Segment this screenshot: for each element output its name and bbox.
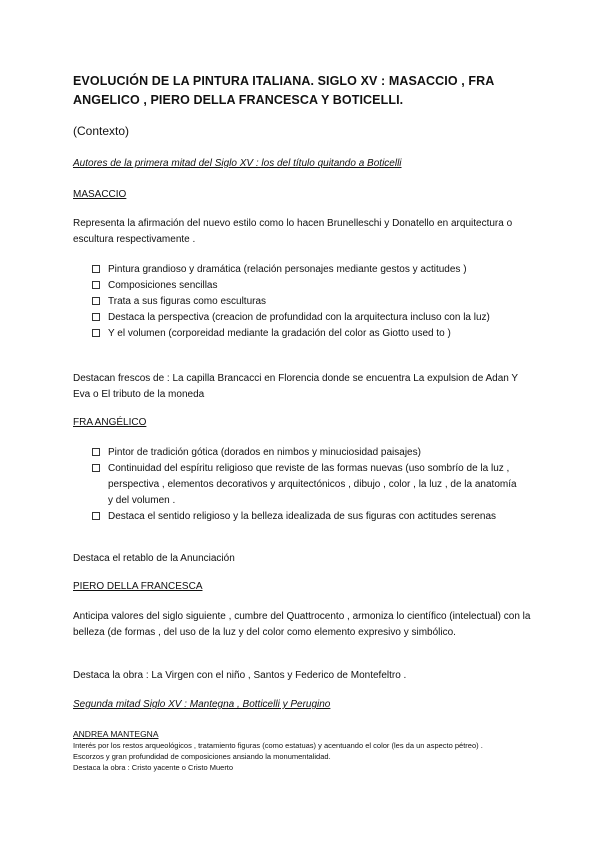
masaccio-intro: Representa la afirmación del nuevo estilo como lo hacen Brunelleschi y Donatello en arquitectura o escultura respectivamente . bbox=[73, 218, 513, 245]
list-item: Composiciones sencillas bbox=[92, 278, 524, 294]
list-item: Pintor de tradición gótica (dorados en nimbos y minuciosidad paisajes) bbox=[92, 445, 524, 461]
checkbox-icon bbox=[92, 281, 100, 289]
list-item: Pintura grandioso y dramática (relación personajes mediante gestos y actitudes ) bbox=[92, 262, 524, 278]
fra-angelico-works: Destaca el retablo de la Anunciación bbox=[73, 553, 235, 564]
masaccio-works: Destacan frescos de : La capilla Brancacci en Florencia donde se encuentra La expulsion de Adan Y Eva o El tributo de la moneda bbox=[73, 373, 518, 400]
masaccio-heading: MASACCIO bbox=[73, 189, 127, 200]
mantegna-line: Interés por los restos arqueológicos , tratamiento figuras (como estatuas) y acentuando el color (les da un aspecto pétreo) . Escorzos y gran profundidad de composiciones ansiando la monumentalidad. bbox=[73, 741, 483, 761]
fra-angelico-points bbox=[92, 445, 524, 525]
first-half-heading: Autores de la primera mitad del Siglo XV : los del título quitando a Boticelli bbox=[73, 158, 402, 169]
checkbox-icon bbox=[92, 297, 100, 305]
list-item: Continuidad del espíritu religioso que reviste de las formas nuevas (uso sombrío de la luz , perspectiva , elementos decorativos y arquitectónicos , dibujo , color , la luz , de la anatomía y del volumen . bbox=[92, 461, 524, 509]
fra-angelico-heading: FRA ANGÉLICO bbox=[73, 417, 147, 428]
list-item: Y el volumen (corporeidad mediante la gradación del color as Giotto used to ) bbox=[92, 326, 524, 342]
mantegna-line: Destaca la obra : Cristo yacente o Cristo Muerto bbox=[73, 763, 234, 772]
masaccio-points bbox=[92, 262, 524, 342]
checkbox-icon bbox=[92, 313, 100, 321]
checkbox-icon bbox=[92, 265, 100, 273]
mantegna-text bbox=[73, 740, 513, 773]
mantegna-heading: ANDREA MANTEGNA bbox=[73, 729, 159, 739]
list-item: Destaca el sentido religioso y la belleza idealizada de sus figuras con actitudes serenas bbox=[92, 509, 524, 525]
checkbox-icon bbox=[92, 464, 100, 472]
document-title: EVOLUCIÓN DE LA PINTURA ITALIANA. SIGLO XV : MASACCIO , FRA ANGELICO , PIERO DELLA FRANCESCA Y BOTICELLI. bbox=[73, 74, 494, 107]
piero-intro: Anticipa valores del siglo siguiente , cumbre del Quattrocento , armoniza lo científico (intelectual) con la belleza (de formas , del uso de la luz y del color como elemento expresivo y simbólico. bbox=[73, 611, 531, 638]
list-item: Destaca la perspectiva (creacion de profundidad con la arquitectura incluso con la luz) bbox=[92, 310, 524, 326]
piero-heading: PIERO DELLA FRANCESCA bbox=[73, 581, 203, 592]
checkbox-icon bbox=[92, 448, 100, 456]
checkbox-icon bbox=[92, 512, 100, 520]
list-item: Trata a sus figuras como esculturas bbox=[92, 294, 524, 310]
context-label: (Contexto) bbox=[73, 124, 130, 138]
checkbox-icon bbox=[92, 329, 100, 337]
second-half-heading: Segunda mitad Siglo XV : Mantegna , Botticelli y Perugino bbox=[73, 699, 331, 710]
piero-works: Destaca la obra : La Virgen con el niño , Santos y Federico de Montefeltro . bbox=[73, 670, 407, 681]
